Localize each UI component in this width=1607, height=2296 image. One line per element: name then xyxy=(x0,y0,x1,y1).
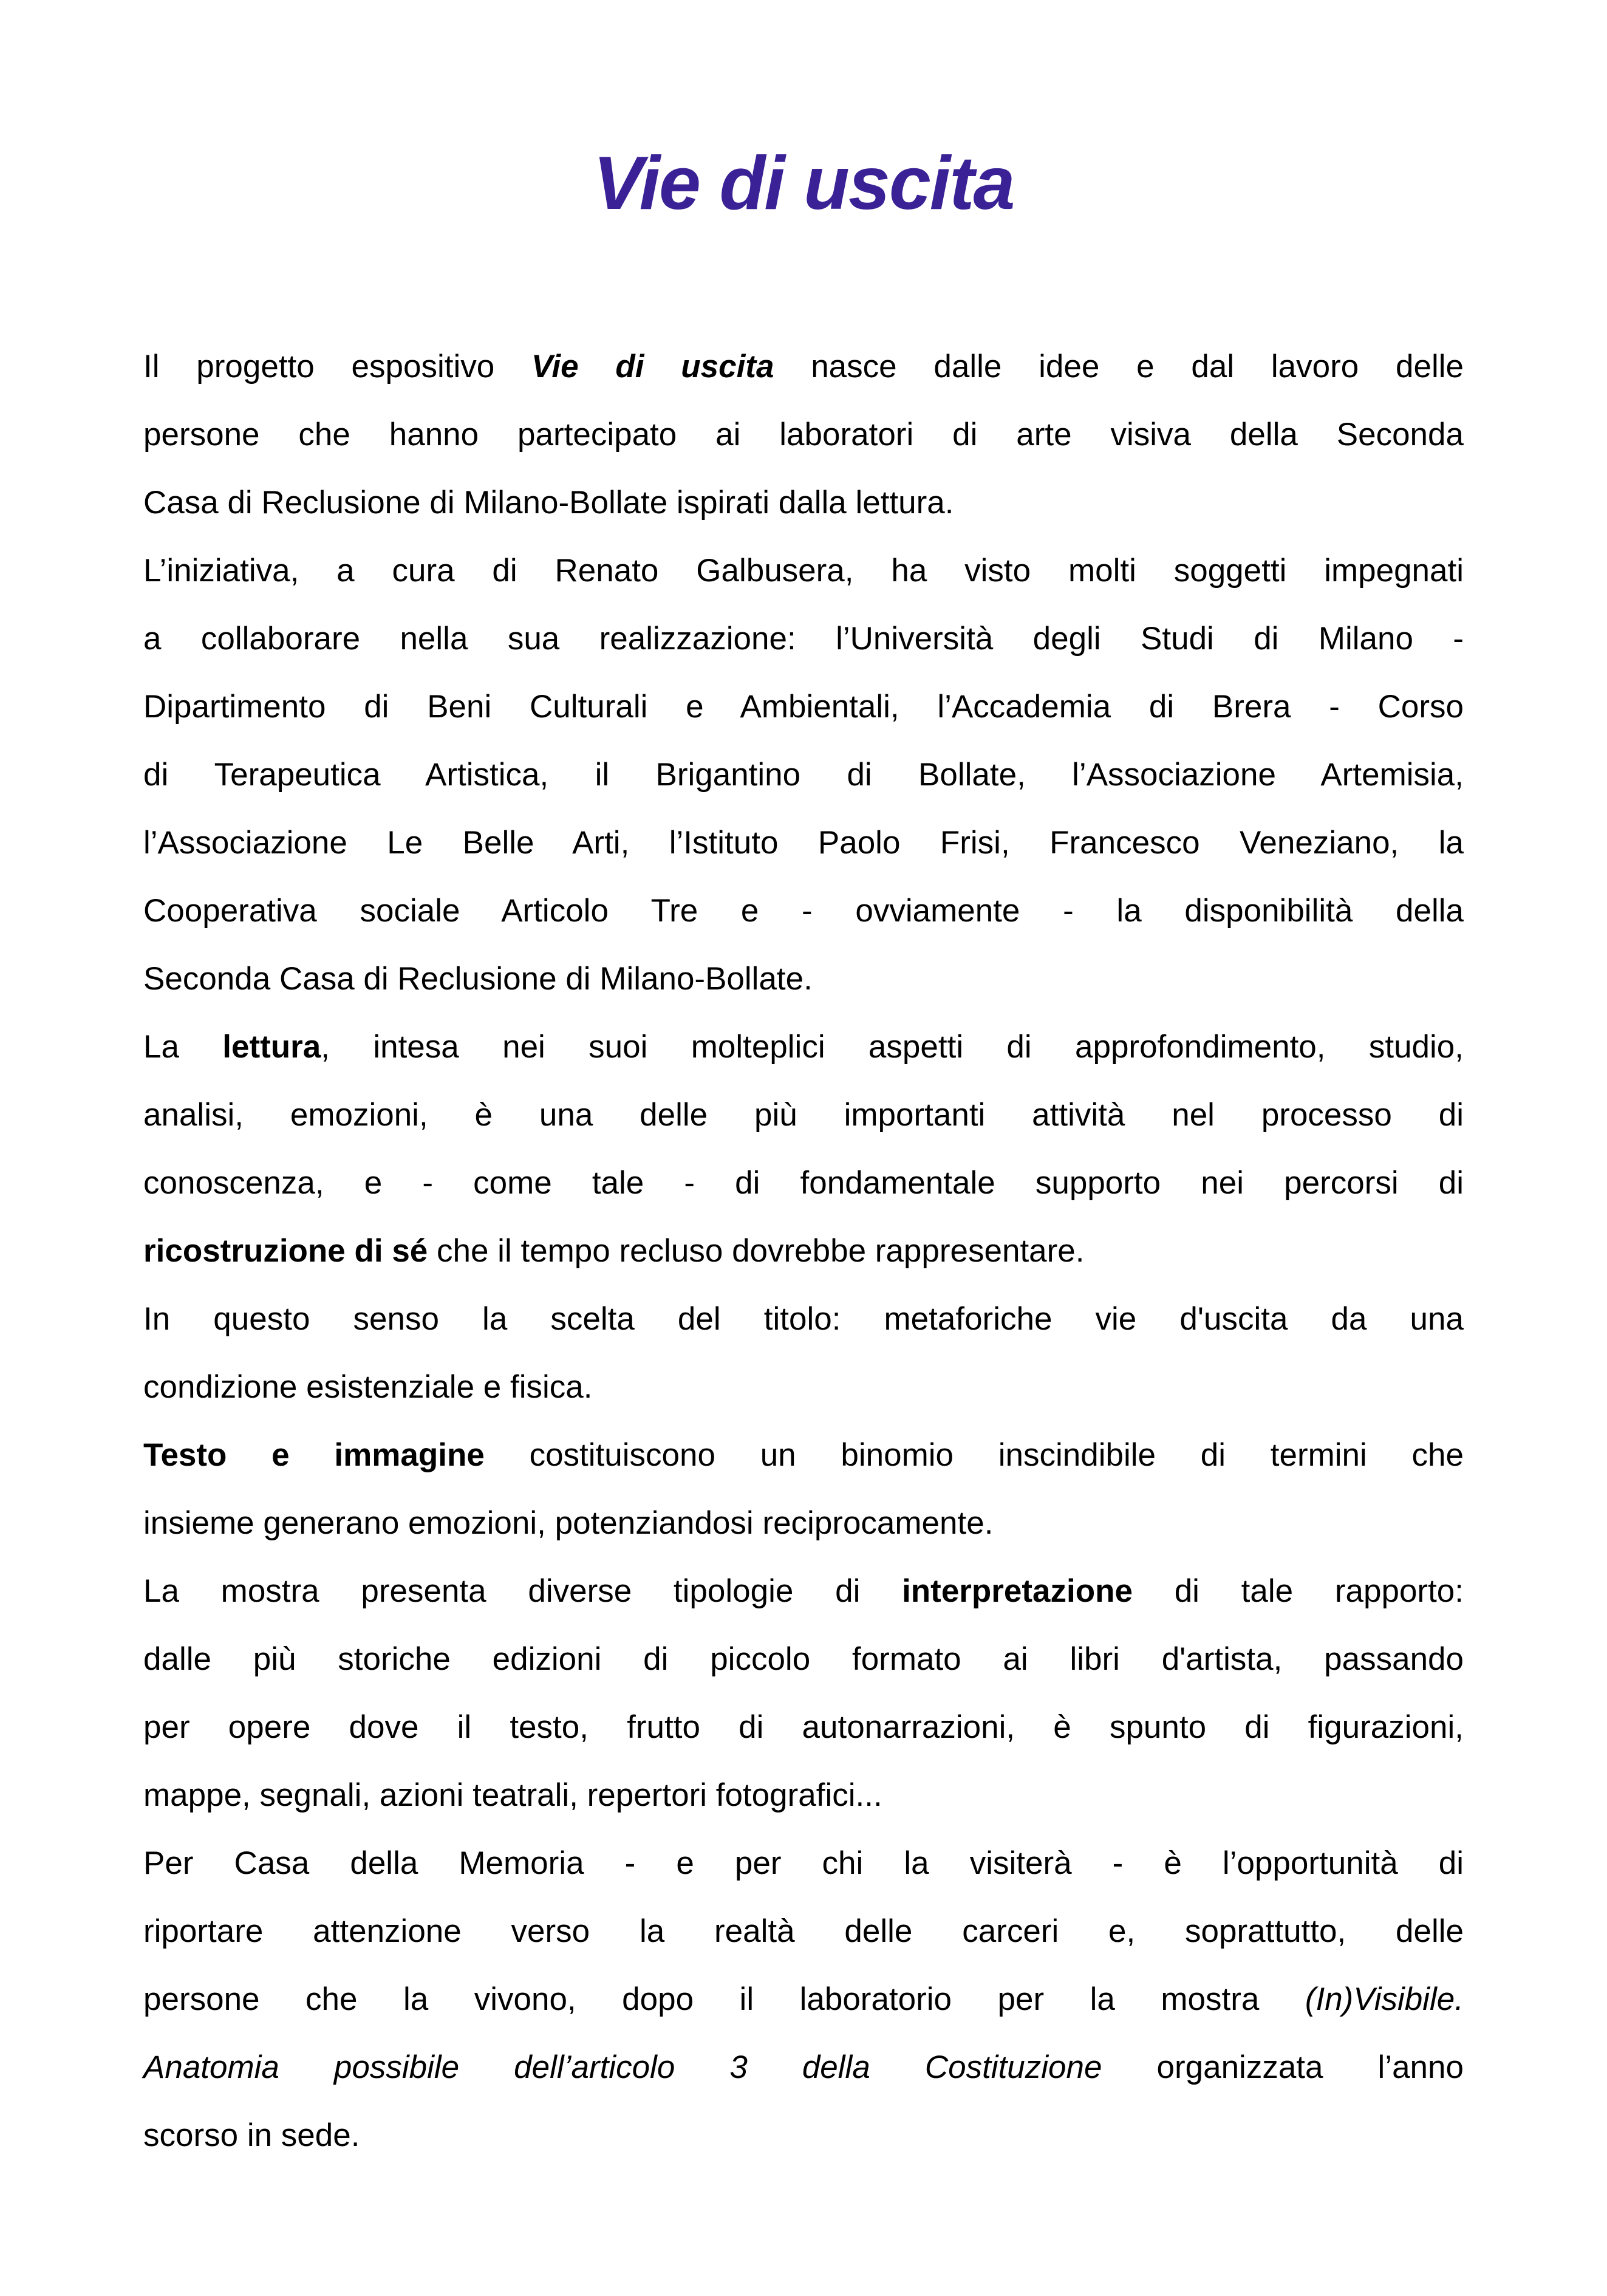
text-line xyxy=(143,1557,1464,1625)
text-line xyxy=(143,1353,1464,1421)
paragraph xyxy=(143,1285,1464,1421)
text-line xyxy=(143,1966,1464,2034)
text-line xyxy=(143,945,1464,1013)
text-run: nasce dalle idee e dal lavoro delle xyxy=(774,349,1464,384)
text-run: condizione esistenziale e fisica. xyxy=(143,1369,593,1405)
text-run: La xyxy=(143,1029,223,1065)
paragraph xyxy=(143,1421,1464,1557)
paragraph xyxy=(143,1013,1464,1285)
text-run: Seconda Casa di Reclusione di Milano-Bollate. xyxy=(143,961,813,997)
text-line xyxy=(143,1625,1464,1693)
text-run: Per Casa della Memoria - e per chi la visiterà - è l’opportunità di xyxy=(143,1845,1464,1881)
text-line xyxy=(143,1693,1464,1761)
document-body xyxy=(143,333,1464,2170)
text-line xyxy=(143,401,1464,469)
text-run: l’Associazione Le Belle Arti, l’Istituto Paolo Frisi, Francesco Veneziano, la xyxy=(143,825,1464,861)
text-line xyxy=(143,605,1464,673)
text-line xyxy=(143,877,1464,945)
text-run: Dipartimento di Beni Culturali e Ambientali, l’Accademia di Brera - Corso xyxy=(143,689,1464,725)
text-line xyxy=(143,1761,1464,1830)
text-run: interpretazione xyxy=(902,1573,1133,1609)
text-run: di Terapeutica Artistica, il Brigantino di Bollate, l’Associazione Artemisia, xyxy=(143,757,1464,793)
text-run: L’iniziativa, a cura di Renato Galbusera, ha visto molti soggetti impegnati xyxy=(143,553,1464,589)
text-run: La mostra presenta diverse tipologie di xyxy=(143,1573,902,1609)
text-line xyxy=(143,1830,1464,1898)
text-run: persone che la vivono, dopo il laboratorio per la mostra xyxy=(143,1981,1305,2017)
text-line xyxy=(143,537,1464,605)
text-line xyxy=(143,1013,1464,1081)
text-line xyxy=(143,741,1464,809)
text-line xyxy=(143,673,1464,741)
text-line xyxy=(143,1217,1464,1285)
text-run: lettura xyxy=(222,1029,321,1065)
text-line xyxy=(143,1149,1464,1217)
text-run: Anatomia possibile dell’articolo 3 della Costituzione xyxy=(143,2049,1102,2085)
text-run: di tale rapporto: xyxy=(1132,1573,1464,1609)
text-line xyxy=(143,333,1464,401)
text-run: conoscenza, e - come tale - di fondamentale supporto nei percorsi di xyxy=(143,1165,1464,1201)
text-line xyxy=(143,2034,1464,2102)
text-run: Casa di Reclusione di Milano-Bollate ispirati dalla lettura. xyxy=(143,485,954,521)
text-run: analisi, emozioni, è una delle più importanti attività nel processo di xyxy=(143,1097,1464,1133)
text-run: per opere dove il testo, frutto di autonarrazioni, è spunto di figurazioni, xyxy=(143,1709,1464,1745)
text-run: ricostruzione di sé xyxy=(143,1233,428,1269)
paragraph xyxy=(143,1557,1464,1830)
text-line xyxy=(143,469,1464,537)
text-run: (In)Visibile. xyxy=(1305,1981,1464,2017)
text-run: scorso in sede. xyxy=(143,2117,360,2153)
text-run: organizzata l’anno xyxy=(1102,2049,1464,2085)
text-run: mappe, segnali, azioni teatrali, repertori fotografici... xyxy=(143,1777,882,1813)
text-line xyxy=(143,1489,1464,1557)
text-line xyxy=(143,1898,1464,1966)
text-run: che il tempo recluso dovrebbe rappresentare. xyxy=(428,1233,1085,1269)
text-line xyxy=(143,1421,1464,1489)
text-run: a collaborare nella sua realizzazione: l’Università degli Studi di Milano - xyxy=(143,621,1464,657)
text-run: costituiscono un binomio inscindibile di termini che xyxy=(484,1437,1464,1473)
text-line xyxy=(143,1081,1464,1149)
text-run: In questo senso la scelta del titolo: metaforiche vie d'uscita da una xyxy=(143,1301,1464,1337)
text-line xyxy=(143,1285,1464,1353)
text-run: dalle più storiche edizioni di piccolo formato ai libri d'artista, passando xyxy=(143,1641,1464,1677)
text-run: riportare attenzione verso la realtà delle carceri e, soprattutto, delle xyxy=(143,1913,1464,1949)
paragraph xyxy=(143,1830,1464,2170)
text-run: Vie di uscita xyxy=(531,349,774,384)
paragraph xyxy=(143,537,1464,1013)
text-run: Testo e immagine xyxy=(143,1437,485,1473)
text-line xyxy=(143,2102,1464,2170)
text-run: Il progetto espositivo xyxy=(143,349,531,384)
text-run: insieme generano emozioni, potenziandosi reciprocamente. xyxy=(143,1505,994,1541)
text-run: persone che hanno partecipato ai laboratori di arte visiva della Seconda xyxy=(143,417,1464,453)
page-title: Vie di uscita xyxy=(593,142,1014,225)
text-run: , intesa nei suoi molteplici aspetti di approfondimento, studio, xyxy=(321,1029,1464,1065)
paragraph xyxy=(143,333,1464,537)
text-run: Cooperativa sociale Articolo Tre e - ovviamente - la disponibilità della xyxy=(143,893,1464,929)
text-line xyxy=(143,809,1464,877)
